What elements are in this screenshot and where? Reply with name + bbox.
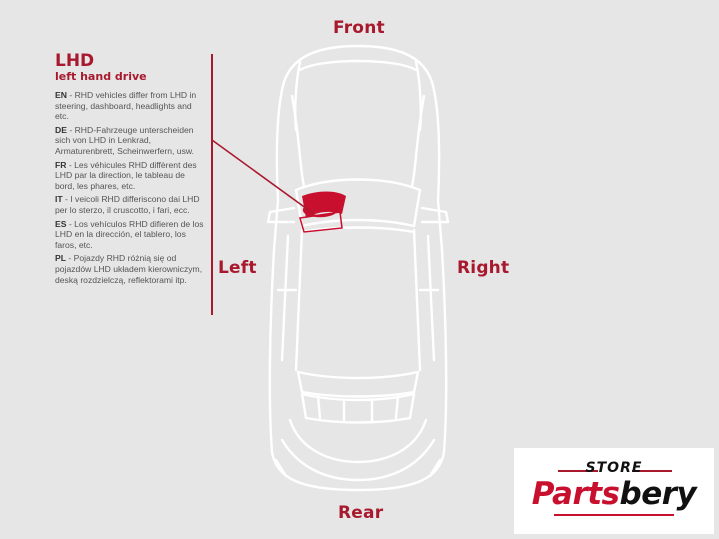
label-rear: Rear <box>338 503 384 523</box>
label-front: Front <box>333 18 385 38</box>
logo-store-text: STORE <box>585 460 643 476</box>
divider-line <box>211 54 213 315</box>
lang-entry-fr: FR - Les véhicules RHD diffèrent des LHD par la direction, le tableau de bord, les phares, etc. <box>55 159 197 191</box>
lang-entry-pl: PL - Pojazdy RHD różnią się od pojazdów LHD układem kierowniczym, deską rozdzielczą, reflektorami itp. <box>55 253 203 285</box>
logo-underline <box>554 514 674 516</box>
label-right: Right <box>457 258 510 278</box>
lang-entry-en: EN - RHD vehicles differ from LHD in steering, dashboard, headlights and etc. <box>55 90 197 122</box>
label-left: Left <box>218 258 257 278</box>
partsbery-logo <box>514 448 714 534</box>
lang-entry-es: ES - Los vehículos RHD difieren de los LHD en la dirección, el tablero, los faros, etc. <box>55 218 204 250</box>
lhd-info-panel <box>55 52 205 288</box>
lang-entry-it: IT - I veicoli RHD differiscono dai LHD per lo sterzo, il cruscotto, i fari, ecc. <box>55 194 200 215</box>
lang-entry-de: DE - RHD-Fahrzeuge unterscheiden sich von LHD in Lenkrad, Armaturenbrett, Scheinwerfern, usw. <box>55 124 194 156</box>
logo-brand-text: Partsbery <box>531 476 697 512</box>
info-title: LHD <box>55 51 95 71</box>
info-subtitle: left hand drive <box>55 70 147 83</box>
